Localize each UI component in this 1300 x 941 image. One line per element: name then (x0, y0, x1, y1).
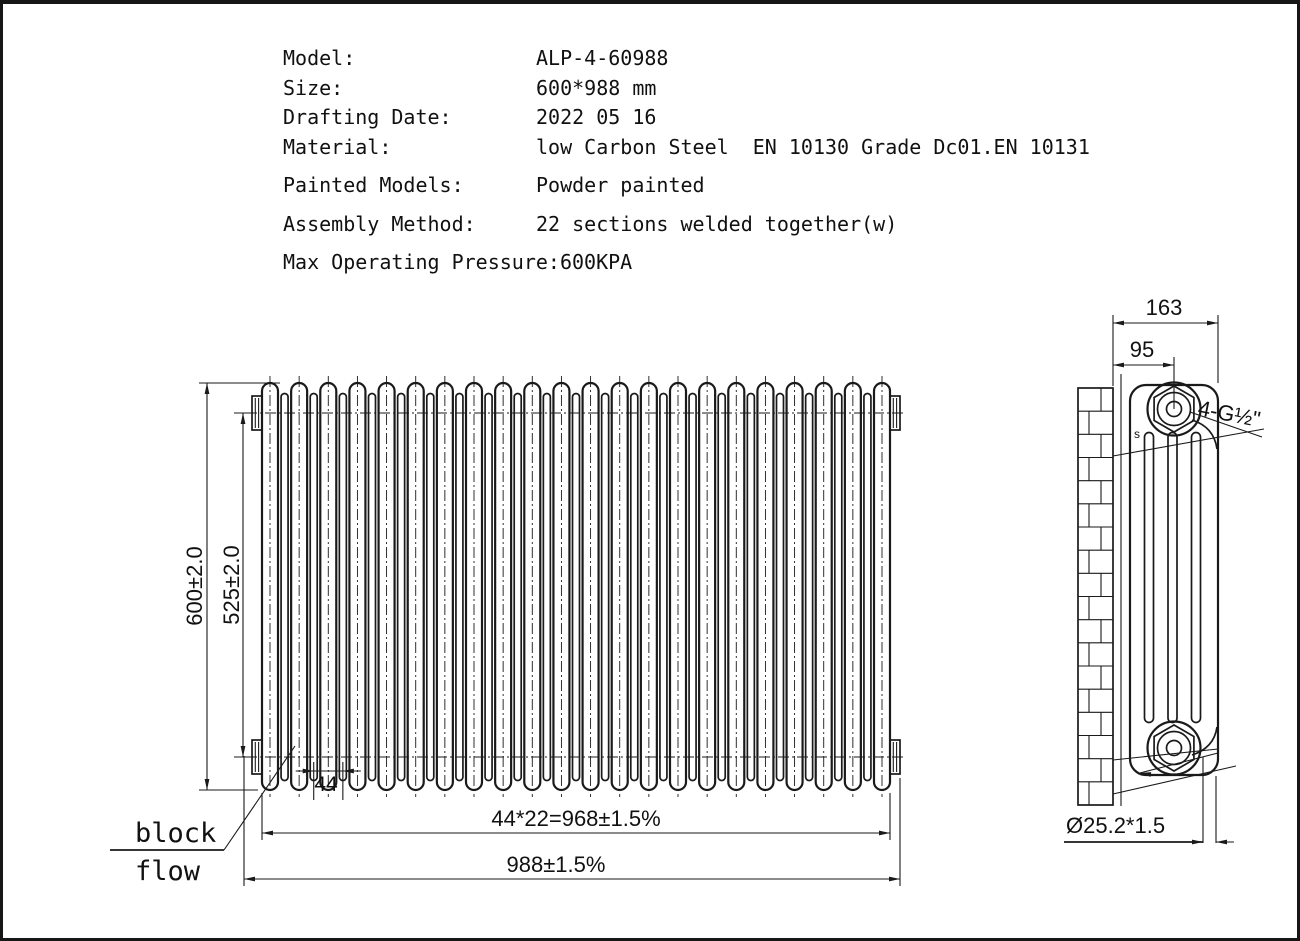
front-view-radiator (246, 376, 906, 797)
spec-label: Drafting Date: (283, 105, 452, 129)
spec-value: 22 sections welded together(w) (536, 211, 898, 236)
spec-value: ALP-4-60988 (536, 46, 669, 70)
dim-overall-width: 988±1.5% (506, 852, 606, 877)
spec-label: Max Operating Pressure: (283, 250, 560, 274)
spec-value: low Carbon Steel EN 10130 Grade Dc01.EN 10131 (536, 134, 1090, 159)
dim-section-width: 44 (314, 773, 338, 796)
spec-value: Powder painted (536, 173, 705, 197)
spec-value: 600KPA (559, 250, 633, 274)
spec-label: Size: (283, 75, 344, 100)
dim-connections: 4-G½" (1196, 395, 1263, 432)
dim-depth: 163 (1145, 295, 1183, 320)
dim-pin-height: 525±2.0 (219, 545, 244, 625)
side-view-section (1078, 374, 1218, 806)
weld-marker: s (1134, 427, 1140, 441)
spec-value: 2022 05 16 (536, 105, 657, 129)
dim-tube: Ø25.2*1.5 (1066, 813, 1166, 838)
callout-block: block (135, 818, 217, 849)
dim-overall-height: 600±2.0 (182, 546, 207, 626)
spec-value: 600*988 mm (536, 75, 657, 100)
dim-sections-width: 44*22=968±1.5% (491, 806, 661, 831)
spec-label: Model: (283, 46, 356, 70)
spec-label: Assembly Method: (283, 211, 476, 236)
spec-label: Painted Models: (283, 173, 464, 197)
spec-label: Material: (283, 134, 392, 159)
dim-wall-to-center: 95 (1129, 337, 1155, 362)
callout-flow: flow (135, 856, 201, 887)
